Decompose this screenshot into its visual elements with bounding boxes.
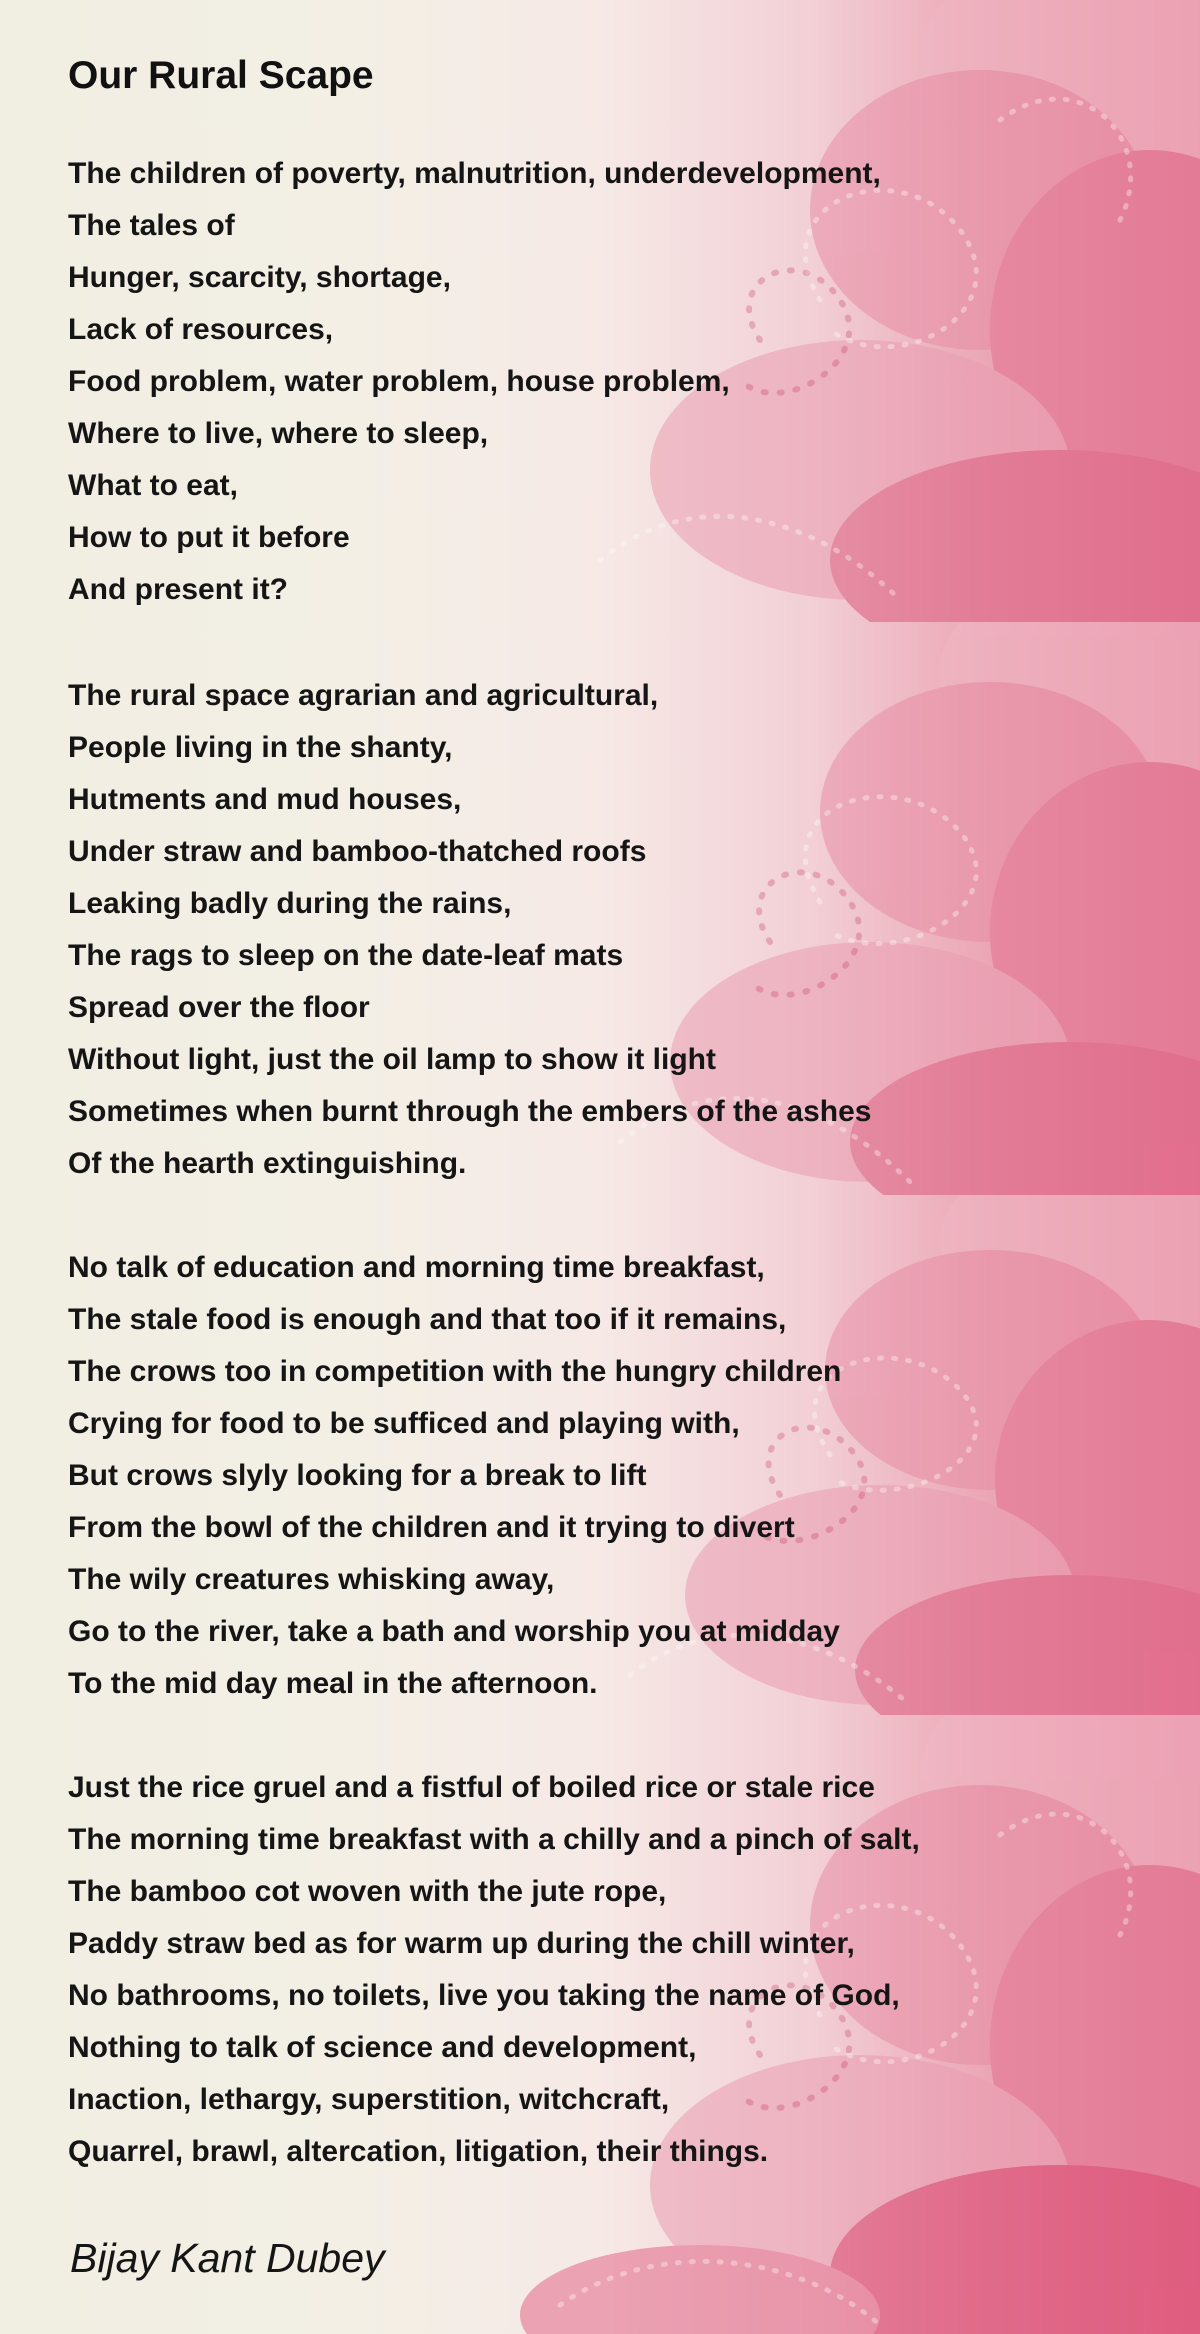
poem-stanza-4 xyxy=(68,1762,920,2178)
poem-line: But crows slyly looking for a break to lift xyxy=(68,1459,647,1492)
poem-line: Quarrel, brawl, altercation, litigation, their things. xyxy=(68,2135,769,2168)
poem-stanza-1 xyxy=(68,148,881,616)
poem-line: People living in the shanty, xyxy=(68,731,453,764)
poem-line: To the mid day meal in the afternoon. xyxy=(68,1667,598,1700)
poem-line: What to eat, xyxy=(68,469,238,502)
poem-line: Crying for food to be sufficed and playing with, xyxy=(68,1407,740,1440)
poem-line: Go to the river, take a bath and worship you at midday xyxy=(68,1615,840,1648)
poem-line: How to put it before xyxy=(68,521,350,554)
poem-line: The morning time breakfast with a chilly and a pinch of salt, xyxy=(68,1823,920,1856)
poem-line: Where to live, where to sleep, xyxy=(68,417,489,450)
poem-line: Without light, just the oil lamp to show it light xyxy=(68,1043,716,1076)
poem-stanza-3 xyxy=(68,1242,841,1710)
poem-line: The crows too in competition with the hungry children xyxy=(68,1355,842,1388)
poem-line: Food problem, water problem, house problem, xyxy=(68,365,730,398)
poem-line: The rags to sleep on the date-leaf mats xyxy=(68,939,624,972)
poem-line: Hutments and mud houses, xyxy=(68,783,462,816)
poem-line: Sometimes when burnt through the embers of the ashes xyxy=(68,1095,872,1128)
poem-line: And present it? xyxy=(68,573,289,606)
poem-line: Of the hearth extinguishing. xyxy=(68,1147,467,1180)
poem-line: Just the rice gruel and a fistful of boiled rice or stale rice xyxy=(68,1771,875,1804)
poem-line: The wily creatures whisking away, xyxy=(68,1563,555,1596)
poem-line: Lack of resources, xyxy=(68,313,334,346)
poem-line: No talk of education and morning time breakfast, xyxy=(68,1251,765,1284)
poem-line: The stale food is enough and that too if it remains, xyxy=(68,1303,787,1336)
poem-title: Our Rural Scape xyxy=(68,54,374,97)
poem-line: From the bowl of the children and it trying to divert xyxy=(68,1511,795,1544)
poem-line: Hunger, scarcity, shortage, xyxy=(68,261,451,294)
poem-line: No bathrooms, no toilets, live you taking the name of God, xyxy=(68,1979,900,2012)
poem-line: Nothing to talk of science and development, xyxy=(68,2031,697,2064)
poem-line: Spread over the floor xyxy=(68,991,370,1024)
poem-stanza-2 xyxy=(68,670,871,1190)
poem-line: The children of poverty, malnutrition, underdevelopment, xyxy=(68,157,881,190)
poem-line: The tales of xyxy=(68,209,235,242)
poem-line: Leaking badly during the rains, xyxy=(68,887,512,920)
poem-line: The bamboo cot woven with the jute rope, xyxy=(68,1875,667,1908)
poem-line: Paddy straw bed as for warm up during the chill winter, xyxy=(68,1927,855,1960)
poem-line: Under straw and bamboo-thatched roofs xyxy=(68,835,647,868)
poem-line: Inaction, lethargy, superstition, witchcraft, xyxy=(68,2083,670,2116)
poem-author: Bijay Kant Dubey xyxy=(70,2235,385,2281)
poem-line: The rural space agrarian and agricultural, xyxy=(68,679,659,712)
